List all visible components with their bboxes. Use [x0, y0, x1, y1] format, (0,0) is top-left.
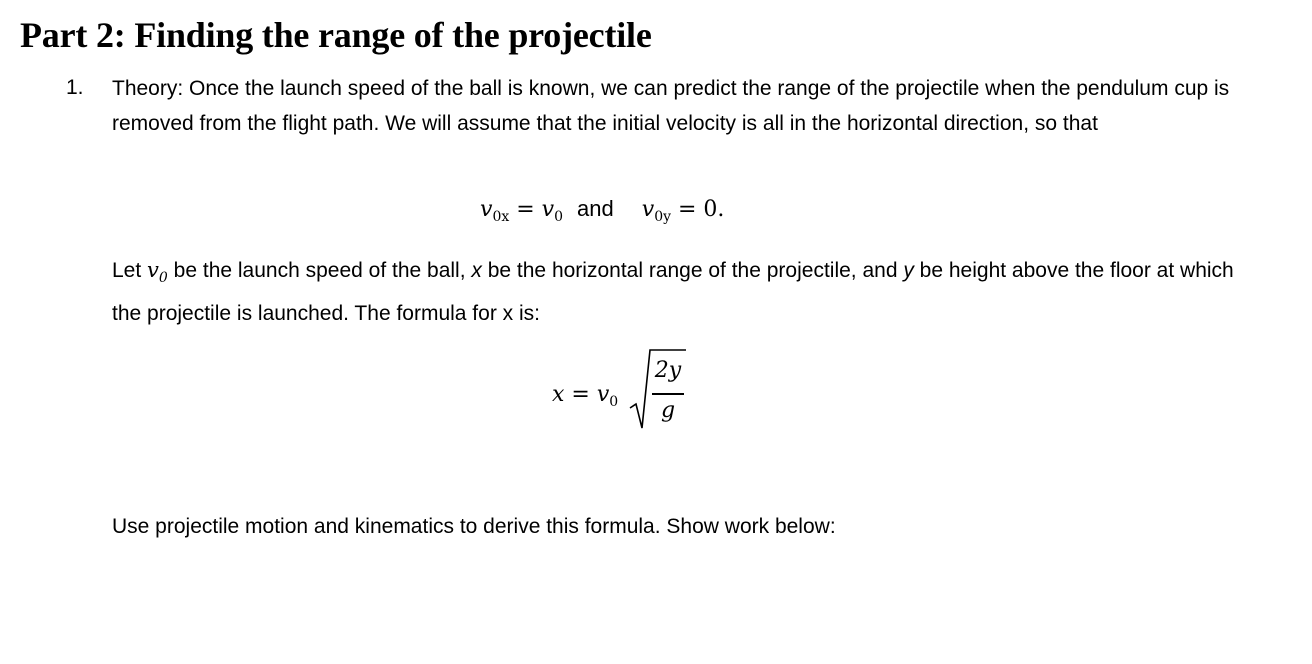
- range-formula-lhs: [552, 382, 618, 410]
- v0x-var: v: [480, 197, 493, 222]
- and-connector: and: [577, 196, 614, 221]
- fraction-denominator: g: [660, 398, 676, 423]
- v0-symbol-sub: 0: [158, 270, 168, 286]
- list-number: 1.: [66, 76, 84, 99]
- initial-velocity-equation: [480, 196, 724, 225]
- formula-v-var: v: [596, 382, 610, 407]
- v0y-rhs: = 0.: [671, 197, 725, 222]
- formula-v-sub: 0: [609, 394, 619, 410]
- v0-var: v: [541, 197, 555, 222]
- def-text-3: be height above the floor at which the projectile is launched. The formula for x is:: [112, 259, 1234, 325]
- y-symbol: y: [903, 259, 914, 282]
- definition-paragraph: [112, 253, 1262, 331]
- def-text-1: be the launch speed of the ball,: [167, 259, 472, 282]
- theory-paragraph: Theory: Once the launch speed of the ball is known, we can predict the range of the projectile when the pendulum cup is removed from the flight path. We will assume that the initial velocity is all in the horizontal direction, so that: [112, 77, 1230, 135]
- fraction-numerator: 2y: [654, 358, 682, 383]
- v0x-sub: 0x: [492, 209, 510, 225]
- v0y-sub: 0y: [654, 209, 672, 225]
- v0y-var: v: [641, 197, 655, 222]
- equals-sign: =: [509, 197, 542, 222]
- v0-sub: 0: [554, 209, 564, 225]
- x-symbol: x: [471, 259, 482, 282]
- section-heading: Part 2: Finding the range of the projectile: [20, 15, 652, 55]
- v0-symbol: v: [147, 258, 159, 282]
- x-equals: x =: [552, 382, 597, 407]
- instruction-text: Use projectile motion and kinematics to derive this formula. Show work below:: [112, 515, 836, 538]
- fraction-bar: [652, 393, 684, 395]
- def-text-2: be the horizontal range of the projectile, and: [481, 259, 904, 282]
- let-text: Let: [112, 259, 148, 282]
